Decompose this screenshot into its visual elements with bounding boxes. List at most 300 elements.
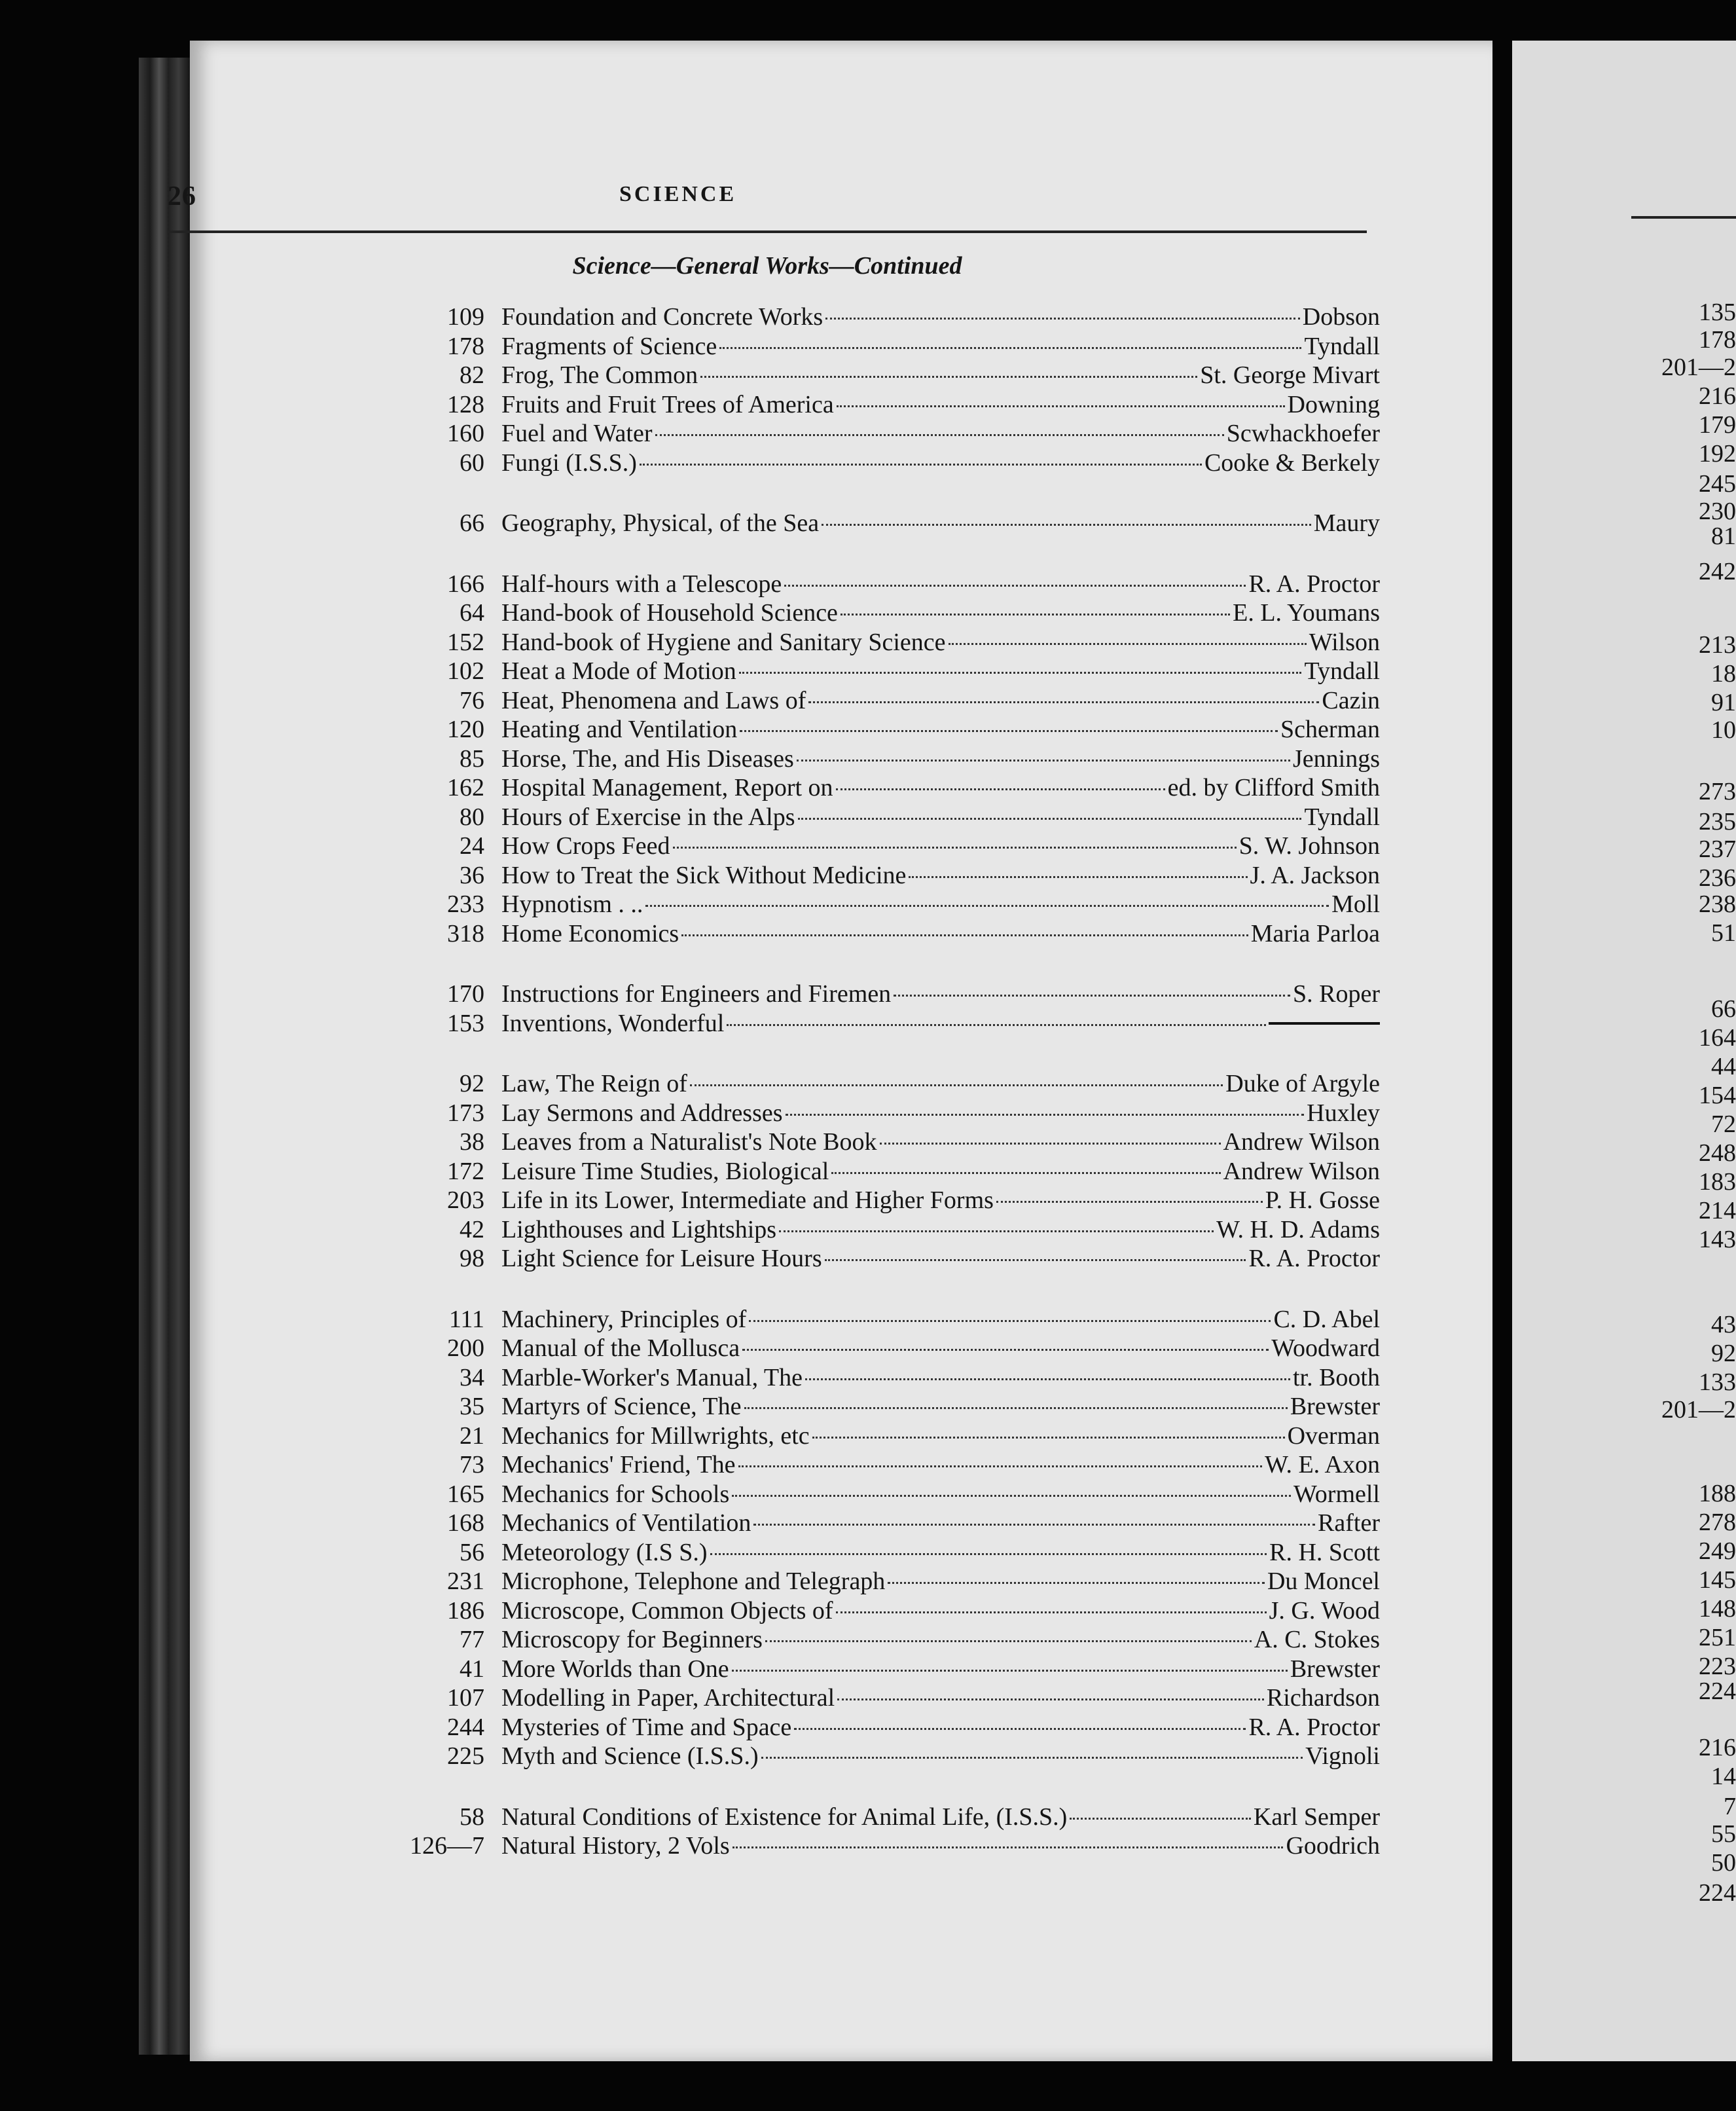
facing-page-number: 236 <box>1699 864 1736 892</box>
entry-title: Modelling in Paper, Architectural <box>501 1684 835 1712</box>
entry-number: 73 <box>460 1451 484 1478</box>
entry-number: 107 <box>447 1684 484 1712</box>
entry-author: Brewster <box>1290 1655 1380 1683</box>
entry-title: Foundation and Concrete Works <box>501 303 823 331</box>
running-head: SCIENCE <box>619 182 737 206</box>
entry-author: Andrew Wilson <box>1223 1157 1380 1185</box>
entry-line <box>501 1186 1380 1215</box>
entry-line <box>501 1392 1380 1421</box>
entry-title: How Crops Feed <box>501 832 670 860</box>
leader-dots <box>841 612 1230 615</box>
entry-number: 76 <box>460 686 484 714</box>
entry-author: A. C. Stokes <box>1254 1626 1380 1653</box>
entry-title: Heat, Phenomena and Laws of <box>501 686 806 714</box>
entry-line <box>501 1480 1380 1509</box>
facing-page-number: 214 <box>1699 1197 1736 1224</box>
entry-number: 36 <box>460 861 484 889</box>
catalog-entry <box>249 332 1388 361</box>
entry-number: 186 <box>447 1596 484 1625</box>
catalog-entry <box>249 890 1388 919</box>
entry-author: Downing <box>1287 390 1380 418</box>
entry-number: 173 <box>447 1099 484 1127</box>
facing-page-number: 81 <box>1711 523 1736 550</box>
entry-line <box>501 803 1380 832</box>
leader-dots <box>690 1083 1223 1086</box>
entry-author: Wormell <box>1293 1480 1380 1508</box>
entry-title: Geography, Physical, of the Sea <box>501 509 820 537</box>
catalog-entry <box>249 1157 1388 1186</box>
entry-author: P. H. Gosse <box>1265 1186 1380 1214</box>
facing-page-number: 223 <box>1699 1653 1736 1680</box>
entry-author: Tyndall <box>1304 803 1380 831</box>
leader-dots <box>710 1552 1267 1555</box>
catalog-entry <box>249 1655 1388 1684</box>
facing-page-number: 178 <box>1699 326 1736 354</box>
catalog-entry <box>249 1422 1388 1451</box>
leader-dots <box>732 1494 1291 1497</box>
leader-dots <box>1070 1816 1251 1820</box>
entry-author: ed. by Clifford Smith <box>1167 774 1380 801</box>
entry-title: Hand-book of Hygiene and Sanitary Science <box>501 628 946 656</box>
entry-line <box>501 449 1380 477</box>
entry-line <box>501 628 1380 657</box>
facing-page-number: 251 <box>1699 1624 1736 1651</box>
entry-number: 233 <box>447 890 484 918</box>
entry-title: Leisure Time Studies, Biological <box>501 1157 829 1185</box>
entry-number: 77 <box>460 1626 484 1653</box>
entry-author: Vignoli <box>1305 1742 1380 1770</box>
catalog-entry <box>249 1538 1388 1568</box>
entry-title: Inventions, Wonderful <box>501 1009 725 1037</box>
entry-number: 56 <box>460 1538 484 1566</box>
catalog-entry <box>249 744 1388 774</box>
leader-dots <box>822 523 1311 526</box>
entry-line <box>501 1625 1380 1654</box>
facing-page-number: 278 <box>1699 1509 1736 1536</box>
leader-dots <box>797 758 1290 762</box>
entry-line <box>501 657 1380 686</box>
entry-number: 85 <box>460 744 484 773</box>
leader-dots <box>738 1464 1263 1467</box>
entry-line <box>501 1567 1380 1596</box>
entry-author: S. Roper <box>1293 980 1380 1008</box>
catalog-entry <box>249 1683 1388 1713</box>
entry-title: More Worlds than One <box>501 1655 729 1683</box>
facing-page-number: 66 <box>1711 995 1736 1023</box>
entry-number: 92 <box>460 1070 484 1097</box>
catalog-entry <box>249 1009 1388 1038</box>
entry-line <box>501 1305 1380 1334</box>
entry-title: Martyrs of Science, The <box>501 1393 742 1420</box>
catalog-entry <box>249 598 1388 628</box>
page-number: 26 <box>168 181 196 211</box>
facing-page-number: 201—2 <box>1661 1396 1736 1423</box>
entry-title: Hand-book of Household Science <box>501 599 838 627</box>
leader-dots <box>794 1727 1246 1730</box>
entry-title: Fuel and Water <box>501 420 653 447</box>
facing-page-number: 50 <box>1711 1849 1736 1877</box>
entry-author: Duke of Argyle <box>1225 1070 1380 1097</box>
catalog-entry <box>249 303 1388 332</box>
entry-number: 60 <box>460 449 484 477</box>
entry-title: Mechanics of Ventilation <box>501 1509 751 1537</box>
entry-number: 126—7 <box>410 1832 484 1860</box>
entry-number: 225 <box>447 1742 484 1770</box>
leader-dots <box>719 346 1301 349</box>
leader-dots <box>798 817 1302 820</box>
entry-number: 160 <box>447 420 484 447</box>
entry-author: Wilson <box>1309 628 1380 656</box>
facing-page-number: 216 <box>1699 382 1736 410</box>
entry-title: Manual of the Mollusca <box>501 1334 740 1362</box>
entry-author: J. A. Jackson <box>1250 861 1380 889</box>
entry-title: Hours of Exercise in the Alps <box>501 803 795 831</box>
catalog-entry <box>249 1625 1388 1655</box>
entry-title: Myth and Science (I.S.S.) <box>501 1742 759 1770</box>
book-spine-edge <box>139 58 190 2055</box>
facing-page-number: 242 <box>1699 558 1736 585</box>
catalog-entry <box>249 1567 1388 1596</box>
entry-author: C. D. Abel <box>1273 1305 1380 1333</box>
catalog-entry <box>249 1305 1388 1334</box>
facing-page-number: 92 <box>1711 1340 1736 1367</box>
entry-author: W. H. D. Adams <box>1216 1215 1380 1243</box>
entry-author: Scwhackhoefer <box>1226 420 1380 447</box>
entry-author: Cazin <box>1322 686 1380 714</box>
entry-author: Karl Semper <box>1253 1803 1380 1831</box>
entry-title: Microscope, Common Objects of <box>501 1596 833 1625</box>
leader-dots <box>837 404 1285 407</box>
catalog-entry <box>249 1713 1388 1742</box>
entry-number: 152 <box>447 628 484 656</box>
entry-author: tr. Booth <box>1292 1363 1380 1391</box>
facing-page-rule <box>1631 216 1736 219</box>
entry-line <box>501 1655 1380 1683</box>
entry-author: Dobson <box>1302 303 1380 331</box>
leader-dots <box>640 462 1202 466</box>
entry-author: S. W. Johnson <box>1239 832 1380 860</box>
catalog-entry <box>249 628 1388 657</box>
catalog-entry <box>249 1186 1388 1215</box>
leader-dots <box>749 1319 1271 1322</box>
leader-dots <box>732 1668 1288 1672</box>
entry-line <box>501 332 1380 361</box>
facing-page-number: 245 <box>1699 470 1736 498</box>
facing-page-number: 248 <box>1699 1139 1736 1167</box>
facing-page-number: 183 <box>1699 1168 1736 1196</box>
facing-page-number: 135 <box>1699 299 1736 326</box>
entry-number: 111 <box>448 1305 484 1333</box>
entry-author: Rafter <box>1318 1509 1380 1537</box>
catalog-entry <box>249 1831 1388 1861</box>
catalog-entry <box>249 980 1388 1009</box>
entry-line <box>501 1450 1380 1479</box>
facing-page-number: 143 <box>1699 1226 1736 1253</box>
catalog-entry <box>249 1742 1388 1771</box>
leader-dots <box>727 1023 1266 1026</box>
entry-line <box>501 1713 1380 1742</box>
catalog-entry <box>249 361 1388 390</box>
leader-dots <box>949 642 1307 645</box>
entry-author: W. E. Axon <box>1265 1451 1380 1478</box>
catalog-entry <box>249 419 1388 449</box>
entry-line <box>501 919 1380 948</box>
entry-title: Mechanics for Millwrights, etc <box>501 1422 810 1450</box>
leader-dots <box>805 1377 1290 1380</box>
facing-page-number: 235 <box>1699 808 1736 835</box>
catalog-entry <box>249 1803 1388 1832</box>
facing-page-number: 224 <box>1699 1678 1736 1705</box>
entry-title: Natural Conditions of Existence for Animal Life, (I.S.S.) <box>501 1803 1068 1831</box>
catalog-entry <box>249 715 1388 744</box>
entry-line <box>501 1069 1380 1098</box>
entry-title: Microphone, Telephone and Telegraph <box>501 1568 886 1595</box>
entry-line <box>501 598 1380 627</box>
entry-title: Hypnotism . .. <box>501 890 643 918</box>
entry-author: R. A. Proctor <box>1248 570 1380 598</box>
entry-author: E. L. Youmans <box>1233 599 1380 627</box>
entry-number: 166 <box>447 570 484 598</box>
leader-dots <box>825 316 1300 320</box>
entry-number: 178 <box>447 332 484 360</box>
facing-page-number: 216 <box>1699 1734 1736 1761</box>
facing-page-number: 224 <box>1699 1879 1736 1907</box>
leader-dots <box>761 1755 1303 1759</box>
entry-line <box>501 715 1380 744</box>
facing-page-number: 249 <box>1699 1537 1736 1565</box>
entry-number: 200 <box>447 1334 484 1362</box>
entry-number: 168 <box>447 1509 484 1537</box>
facing-page-number: 18 <box>1711 660 1736 688</box>
entry-number: 80 <box>460 803 484 831</box>
catalog-entry <box>249 1215 1388 1245</box>
entry-number: 244 <box>447 1713 484 1741</box>
leader-dots <box>825 1258 1246 1261</box>
entry-title: Hospital Management, Report on <box>501 774 833 801</box>
entry-number: 38 <box>460 1128 484 1156</box>
facing-page-number: 10 <box>1711 716 1736 744</box>
entry-author: Cooke & Berkely <box>1204 449 1380 477</box>
entry-author: St. George Mivart <box>1200 361 1380 389</box>
entry-title: Microscopy for Beginners <box>501 1626 763 1653</box>
catalog-entry <box>249 570 1388 599</box>
entry-title: Life in its Lower, Intermediate and Higher Forms <box>501 1186 994 1214</box>
entry-title: Horse, The, and His Diseases <box>501 744 794 773</box>
facing-page-number: 188 <box>1699 1480 1736 1507</box>
entry-title: Fungi (I.S.S.) <box>501 449 637 477</box>
facing-page-number: 164 <box>1699 1024 1736 1052</box>
leader-dots <box>700 375 1197 378</box>
entry-line <box>501 1157 1380 1186</box>
catalog-entry <box>249 657 1388 686</box>
facing-page-number: 148 <box>1699 1595 1736 1623</box>
entry-line <box>501 1422 1380 1450</box>
entry-author: Scherman <box>1280 716 1380 743</box>
entry-line <box>501 1215 1380 1244</box>
leader-dots <box>836 1610 1267 1613</box>
facing-page-number: 179 <box>1699 411 1736 439</box>
entry-title: Fruits and Fruit Trees of America <box>501 390 834 418</box>
leader-dots <box>786 1112 1305 1116</box>
entry-title: Fragments of Science <box>501 332 717 360</box>
entry-number: 64 <box>460 599 484 627</box>
entry-author: J. G. Wood <box>1269 1596 1380 1625</box>
facing-page-number: 44 <box>1711 1053 1736 1080</box>
catalog-entry <box>249 1392 1388 1422</box>
entry-author: Brewster <box>1290 1393 1380 1420</box>
entry-line <box>501 419 1380 448</box>
entry-title: How to Treat the Sick Without Medicine <box>501 861 907 889</box>
leader-dots <box>779 1229 1214 1232</box>
catalog-entry <box>249 1244 1388 1274</box>
facing-page-number: 51 <box>1711 919 1736 947</box>
catalog-entry <box>249 1334 1388 1363</box>
entry-number: 66 <box>460 509 484 537</box>
entry-title: Meteorology (I.S S.) <box>501 1538 708 1566</box>
entry-title: Machinery, Principles of <box>501 1305 747 1333</box>
leader-dots <box>888 1581 1265 1584</box>
entry-title: Heat a Mode of Motion <box>501 657 736 685</box>
entry-line <box>501 773 1380 802</box>
catalog-entry <box>249 686 1388 716</box>
entry-number: 170 <box>447 980 484 1008</box>
entry-author: Tyndall <box>1304 332 1380 360</box>
entry-title: Mysteries of Time and Space <box>501 1713 792 1741</box>
catalog-entry <box>249 1069 1388 1099</box>
leader-dots <box>831 1171 1220 1174</box>
entry-author: R. A. Proctor <box>1248 1245 1380 1272</box>
catalog-entry <box>249 919 1388 949</box>
facing-page-number: 91 <box>1711 689 1736 716</box>
leader-dots <box>744 1406 1288 1409</box>
leader-dots <box>732 1845 1284 1848</box>
entry-line <box>501 1363 1380 1392</box>
leader-dots <box>880 1141 1221 1145</box>
facing-page-number: 201—2 <box>1661 354 1736 381</box>
entry-line <box>501 744 1380 773</box>
facing-page-number: 7 <box>1724 1793 1736 1820</box>
catalog-entry <box>249 390 1388 420</box>
entry-line <box>501 980 1380 1008</box>
entry-line <box>501 570 1380 598</box>
entry-author: Huxley <box>1307 1099 1380 1127</box>
facing-page-number: 154 <box>1699 1082 1736 1109</box>
facing-page-number: 213 <box>1699 631 1736 659</box>
entry-author: Jennings <box>1293 744 1380 773</box>
leader-dots <box>681 933 1248 936</box>
leader-dots <box>740 729 1278 732</box>
leader-dots <box>645 904 1329 907</box>
leader-dots <box>753 1522 1315 1526</box>
author-dash <box>1269 1022 1380 1025</box>
entry-number: 162 <box>447 774 484 801</box>
leader-dots <box>673 845 1237 849</box>
facing-page-number: 238 <box>1699 890 1736 918</box>
catalog-entry <box>249 1596 1388 1626</box>
entry-line <box>501 361 1380 390</box>
entry-title: Light Science for Leisure Hours <box>501 1245 822 1272</box>
leader-dots <box>894 993 1290 997</box>
entry-author: Tyndall <box>1304 657 1380 685</box>
leader-dots <box>765 1639 1252 1642</box>
catalog-entry <box>249 1363 1388 1393</box>
leader-dots <box>837 1697 1264 1700</box>
entry-number: 98 <box>460 1245 484 1272</box>
entry-title: Marble-Worker's Manual, The <box>501 1363 803 1391</box>
entry-line <box>501 1334 1380 1363</box>
entry-line <box>501 1596 1380 1625</box>
entry-title: Half-hours with a Telescope <box>501 570 782 598</box>
leader-dots <box>909 875 1247 878</box>
entry-title: Lighthouses and Lightships <box>501 1215 777 1243</box>
entry-title: Lay Sermons and Addresses <box>501 1099 783 1127</box>
entry-title: Heating and Ventilation <box>501 716 738 743</box>
facing-page-number: 192 <box>1699 440 1736 468</box>
entry-line <box>501 1128 1380 1156</box>
catalog-entry <box>249 861 1388 890</box>
entry-author: Maria Parloa <box>1250 919 1380 947</box>
entry-line <box>501 861 1380 890</box>
page-header <box>168 143 1367 221</box>
entry-number: 318 <box>447 919 484 947</box>
section-title: Science—General Works—Continued <box>572 252 962 280</box>
entry-number: 35 <box>460 1393 484 1420</box>
catalog-entry <box>249 1480 1388 1509</box>
entry-title: Frog, The Common <box>501 361 698 389</box>
entry-line <box>501 1538 1380 1567</box>
leader-dots <box>808 700 1319 703</box>
facing-page-number: 72 <box>1711 1111 1736 1138</box>
entry-number: 153 <box>447 1009 484 1037</box>
entry-number: 109 <box>447 303 484 331</box>
entry-author: Overman <box>1287 1422 1380 1450</box>
entry-line <box>501 1683 1380 1712</box>
entry-line <box>501 1099 1380 1128</box>
entry-number: 102 <box>447 657 484 685</box>
entry-author: Goodrich <box>1286 1832 1380 1860</box>
entry-number: 82 <box>460 361 484 389</box>
leader-dots <box>812 1435 1285 1439</box>
catalog-entry <box>249 509 1388 538</box>
entry-number: 42 <box>460 1215 484 1243</box>
facing-page-number: 55 <box>1711 1820 1736 1848</box>
facing-page-number: 133 <box>1699 1368 1736 1396</box>
entry-number: 41 <box>460 1655 484 1683</box>
entry-line <box>501 1244 1380 1273</box>
catalog-entry-list <box>249 303 1388 1861</box>
entry-number: 203 <box>447 1186 484 1214</box>
entry-line <box>501 1742 1380 1771</box>
entry-line <box>501 1831 1380 1860</box>
entry-line <box>501 1803 1380 1831</box>
entry-line <box>501 390 1380 419</box>
facing-page-number: 145 <box>1699 1566 1736 1594</box>
entry-line <box>501 509 1380 538</box>
entry-author: R. A. Proctor <box>1248 1713 1380 1741</box>
leader-dots <box>996 1200 1263 1203</box>
facing-page-number: 43 <box>1711 1311 1736 1338</box>
leader-dots <box>836 787 1165 790</box>
entry-title: Mechanics' Friend, The <box>501 1451 736 1478</box>
entry-line <box>501 890 1380 919</box>
catalog-entry <box>249 773 1388 803</box>
entry-author: Woodward <box>1271 1334 1380 1362</box>
entry-number: 128 <box>447 390 484 418</box>
leader-dots <box>739 670 1302 674</box>
entry-author: Maury <box>1313 509 1380 537</box>
entry-number: 24 <box>460 832 484 860</box>
facing-page-number: 273 <box>1699 778 1736 805</box>
